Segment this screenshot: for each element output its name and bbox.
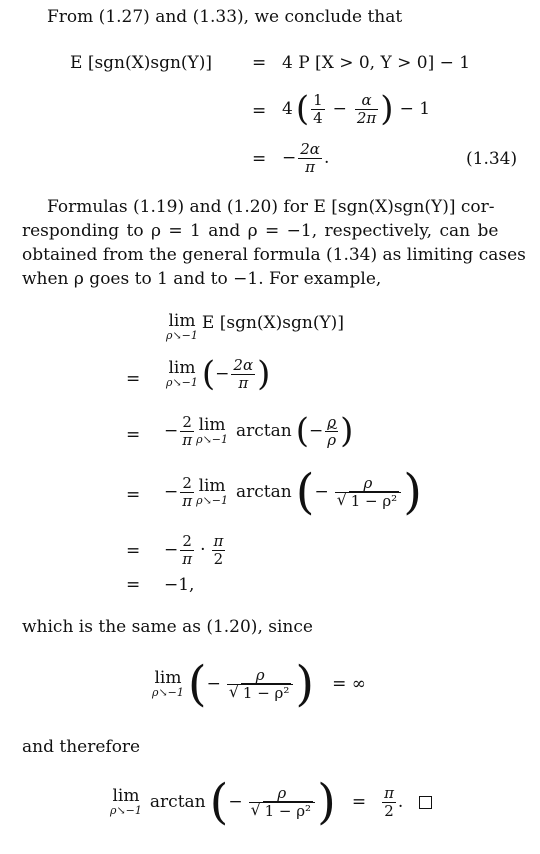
eq2-row4 [164,526,227,574]
eq1-lhs [70,52,212,74]
frac-den: π [231,374,255,392]
dot-operator: · [200,540,206,560]
frac-den: π [182,430,193,449]
para4-text: and therefore [22,737,141,757]
lim-word: lim [198,415,226,435]
para2-line3: obtained from the general formula (1.34) as limiting cases [22,245,526,265]
limit-operator [196,416,228,446]
eq4-frac [249,785,315,820]
radical-sign-icon: √ [250,799,261,819]
radical-sign-icon: √ [336,489,347,509]
radicand: 1 − ρ² [350,491,398,510]
eq1-row2-frac2 [355,92,378,127]
lim-word: lim [198,476,226,496]
frac-num: π [213,531,224,550]
eq1-row1-rhs: 4 P [X > 0, Y > 0] − 1 [282,53,471,73]
lim-word: lim [168,358,196,378]
eq1-row3-rhs [282,134,329,182]
right-paren: ) [257,354,271,394]
rho-tilde: ~ ρ [327,432,336,449]
frac-den: 4 [313,108,323,127]
eq2-row2-frac [180,414,194,449]
left-paren: ( [201,354,216,394]
lim-subscript: ρ↘−1 [196,494,229,507]
arctan-fn: arctan [236,421,292,441]
lim-word: lim [154,668,182,688]
qed-square-icon [419,796,432,809]
period: . [397,792,404,812]
eq2-row2-eq: = [126,425,141,445]
eq2-row1-frac [231,357,255,392]
frac-den: π [298,158,322,176]
minus-sign: − [228,792,243,812]
radicand: 1 − ρ² [264,801,312,820]
radicand: 1 − ρ² [242,683,290,702]
right-paren: ) [380,89,394,129]
intro-text: From (1.27) and (1.33), we conclude that [47,7,403,27]
para2-line4: when ρ goes to 1 and to −1. For example, [22,269,382,289]
minus-sign: − [215,364,230,384]
frac-num: ρ [363,473,373,492]
eq2-row4-frac1 [180,533,194,568]
frac-den: 2π [356,108,377,127]
eq2-row1 [166,350,270,398]
eq1-row2-coef: 4 [282,99,293,119]
eq2-row3-inner-frac [335,475,401,510]
minus-sign: − [332,99,347,119]
frac-num: 2α [233,355,254,374]
eq2-row3 [164,460,422,524]
eq2-row0 [166,312,344,342]
eq4-rhs-frac [382,785,396,820]
para3-text: which is the same as (1.20), since [22,617,313,637]
minus-sign: − [206,674,221,694]
eq1-row3-eq: = [252,149,267,169]
frac-den [249,799,315,820]
eq2-row2-inner-frac [325,414,338,449]
equation-number: (1.34) [466,149,518,169]
eq3-rhs: = ∞ [332,674,366,694]
eq3 [152,652,366,716]
eq2-row4-frac2 [212,533,226,568]
lim-subscript: ρ↘−1 [152,686,184,699]
left-paren: ( [209,774,229,830]
para2-line1: Formulas (1.19) and (1.20) for E [sgn(X)sgn(Y)] cor- [47,197,495,217]
eq1-row2-frac1 [311,92,325,127]
frac-num: 2 [182,531,192,550]
lim-word: lim [168,311,196,331]
radical-sign-icon: √ [228,681,240,701]
limit-operator [196,477,228,507]
limit-operator [166,359,198,389]
minus-sign: − [164,482,179,502]
eq2-row2 [164,406,353,456]
frac-num: 2 [182,473,192,492]
left-paren: ( [187,656,207,712]
lim-subscript: ρ↘−1 [166,376,198,389]
frac-den: 2 [212,550,226,568]
limit-operator [110,787,142,817]
eq3-frac [227,667,293,702]
minus-sign: − [308,421,324,441]
frac-num: 1 [313,90,323,109]
limit-operator [166,312,198,342]
eq1-row3-frac [298,141,322,176]
eq1-row2-rhs [282,84,430,134]
frac-num: α [361,90,372,109]
eq4 [110,770,432,834]
minus-sign: − [164,540,179,560]
minus-sign: − [282,148,297,168]
eq1-row1-eq: = [252,53,267,73]
square-root [228,681,291,702]
frac-num: ρ [255,665,265,684]
left-paren: ( [295,411,309,451]
minus-sign: − [164,421,179,441]
lim-subscript: ρ↘−1 [110,804,142,817]
frac-den: π [182,491,193,510]
right-paren: ) [403,464,422,520]
frac-num: 2 [182,412,192,431]
equals-sign: = [351,792,367,812]
eq2-row5-eq: = [126,575,141,595]
frac-den [335,489,401,510]
frac-num: ρ [327,412,337,431]
eq1-row2-eq: = [252,101,267,121]
left-paren: ( [295,89,310,129]
eq2-row3-eq: = [126,485,141,505]
frac-num: π [384,783,394,802]
frac-num: 2α [300,139,320,158]
right-paren: ) [295,656,315,712]
right-paren: ) [317,774,336,830]
lim-subscript: ρ↘−1 [166,329,198,342]
frac-den [227,681,293,702]
arctan-fn: arctan [149,792,206,812]
square-root [250,799,313,820]
lim-word: lim [112,786,140,806]
eq2-row3-frac [180,475,194,510]
eq2-row4-eq: = [126,541,141,561]
frac-den [325,431,338,449]
eq1-row2-tail: − 1 [399,99,431,119]
eq2-row1-eq: = [126,369,141,389]
minus-sign: − [314,482,329,502]
frac-num: ρ [277,783,287,802]
arctan-fn: arctan [236,482,292,502]
square-root [336,489,399,510]
para2-line2: responding to ρ = 1 and ρ = −1, respectively, can be [22,221,499,241]
lim-subscript: ρ↘−1 [196,433,229,446]
eq2-row0-expr: E [sgn(X)sgn(Y)] [201,313,344,333]
eq2-row5: −1, [164,575,195,595]
limit-operator [152,669,184,699]
right-paren: ) [340,411,354,451]
frac-den: 2 [382,802,396,820]
eq1-lhs-text: E [sgn(X)sgn(Y)] [70,53,213,73]
period: . [323,148,330,168]
left-paren: ( [295,464,315,520]
frac-den: π [182,549,193,568]
